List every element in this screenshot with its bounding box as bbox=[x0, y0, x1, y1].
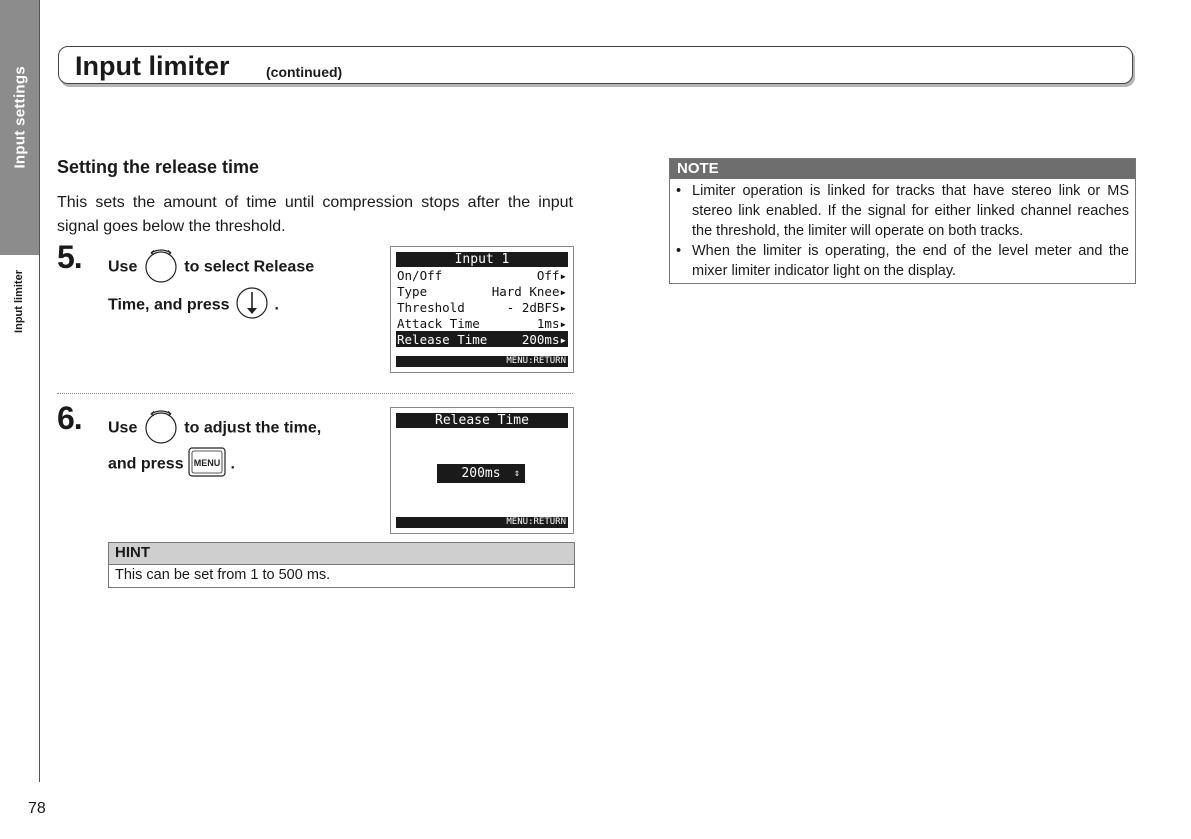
rotary-dial-icon bbox=[142, 247, 180, 288]
row-label: Threshold bbox=[397, 299, 465, 315]
input-1-screen bbox=[390, 246, 574, 373]
screen-row-threshold bbox=[396, 299, 568, 315]
step-5-line-2 bbox=[108, 285, 279, 326]
screen-row-on-off bbox=[396, 267, 568, 283]
screen-footer: MENU:RETURN bbox=[396, 517, 568, 528]
step-divider bbox=[57, 393, 573, 394]
step-5-use-text: Use bbox=[108, 258, 138, 276]
note-item-text: Limiter operation is linked for tracks that have stereo link or MS stereo link enabled. If the signal for either linked channel reaches the threshold, the limiter will operate on both tracks. bbox=[692, 183, 1129, 239]
up-down-arrows-icon: ⇕ bbox=[513, 468, 520, 479]
step-6-use-text: Use bbox=[108, 419, 138, 437]
step-5-line-1 bbox=[108, 247, 314, 288]
step-6-period: . bbox=[230, 455, 235, 473]
page-title: Input limiter bbox=[75, 51, 230, 81]
step-5-period: . bbox=[274, 296, 279, 314]
step-6-adjust-text: to adjust the time, bbox=[184, 419, 322, 437]
dial-press-icon bbox=[234, 285, 270, 326]
sidebar-divider bbox=[39, 0, 40, 782]
note-item bbox=[676, 181, 1129, 241]
screen-row-type bbox=[396, 283, 568, 299]
step-6-line-1 bbox=[108, 408, 321, 449]
value-text: 200ms bbox=[461, 466, 501, 481]
hint-box bbox=[108, 542, 575, 588]
note-box bbox=[669, 158, 1136, 284]
bullet: • bbox=[676, 183, 682, 199]
note-list bbox=[670, 179, 1135, 283]
row-label: Type bbox=[397, 283, 428, 299]
row-value: 1ms▸ bbox=[536, 315, 567, 331]
row-label: On/Off bbox=[397, 267, 443, 283]
row-label: Attack Time bbox=[397, 315, 480, 331]
row-label: Release Time bbox=[397, 331, 488, 347]
section-tab-label: Input limiter bbox=[13, 270, 25, 333]
screen-row-release-time bbox=[396, 331, 568, 347]
chapter-tab-label: Input settings bbox=[11, 66, 28, 169]
section-intro: This sets the amount of time until compression stops after the input signal goes below the threshold. bbox=[57, 194, 573, 235]
step-5-press-text: Time, and press bbox=[108, 296, 230, 314]
chapter-tab bbox=[0, 0, 39, 255]
page-number: 78 bbox=[28, 800, 46, 817]
note-heading: NOTE bbox=[670, 159, 1135, 179]
step-6-number: 6. bbox=[57, 400, 82, 436]
bullet: • bbox=[676, 243, 682, 259]
screen-title: Input 1 bbox=[396, 252, 568, 267]
step-5-select-text: to select Release bbox=[184, 258, 315, 276]
row-value: Off▸ bbox=[536, 267, 567, 283]
row-value: 200ms▸ bbox=[521, 331, 567, 347]
rotary-dial-icon bbox=[142, 408, 180, 449]
row-value: Hard Knee▸ bbox=[491, 283, 567, 299]
screen-title: Release Time bbox=[396, 413, 568, 428]
section-heading: Setting the release time bbox=[57, 157, 260, 177]
menu-button-label: MENU bbox=[193, 458, 221, 468]
hint-text: This can be set from 1 to 500 ms. bbox=[115, 567, 331, 583]
screen-row-attack-time bbox=[396, 315, 568, 331]
step-6-line-2 bbox=[108, 447, 235, 482]
release-time-screen bbox=[390, 407, 574, 534]
hint-heading: HINT bbox=[109, 543, 574, 565]
screen-footer: MENU:RETURN bbox=[396, 356, 568, 367]
note-item-text: When the limiter is operating, the end of the level meter and the mixer limiter indicator light on the display. bbox=[692, 243, 1129, 279]
row-value: - 2dBFS▸ bbox=[506, 299, 567, 315]
note-item bbox=[676, 241, 1129, 281]
page-title-bar bbox=[58, 46, 1133, 84]
page-subtitle: (continued) bbox=[266, 64, 343, 80]
step-5-number: 5. bbox=[57, 239, 82, 275]
menu-button-icon bbox=[188, 447, 226, 482]
step-6-press-text: and press bbox=[108, 455, 184, 473]
release-time-value bbox=[437, 464, 525, 483]
